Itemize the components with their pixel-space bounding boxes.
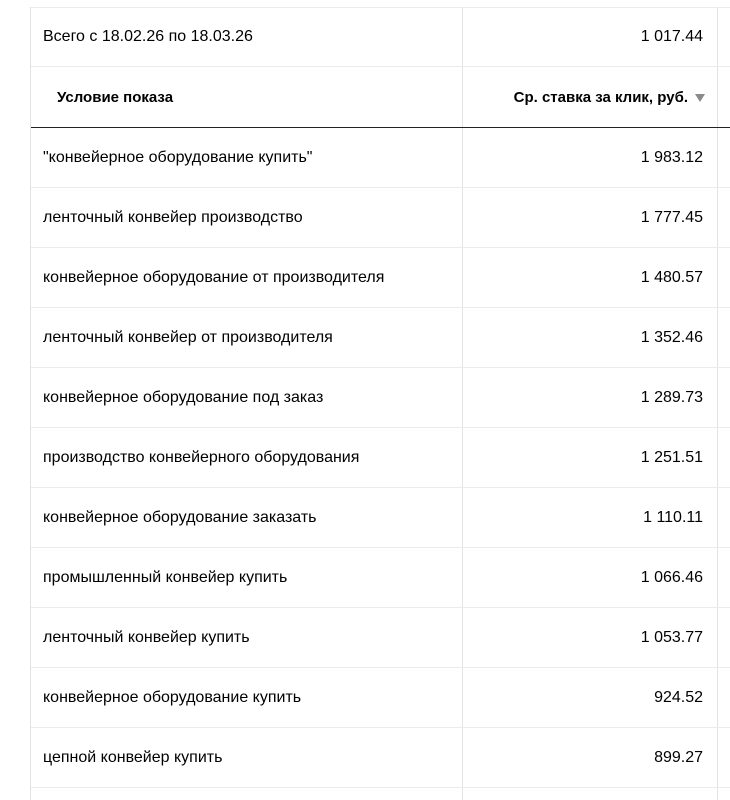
table-row <box>31 248 730 308</box>
avg-bid-cell: 1 983.12 <box>462 128 718 187</box>
avg-bid-cell: 924.52 <box>462 668 718 727</box>
table-row <box>31 368 730 428</box>
condition-cell: "конвейерное оборудование купить" <box>43 148 313 166</box>
table-row <box>31 308 730 368</box>
avg-bid-cell: 1 777.45 <box>462 188 718 247</box>
avg-bid-cell: 1 480.57 <box>462 248 718 307</box>
extra-column-cell <box>718 248 730 307</box>
avg-bid-cell: 1 110.11 <box>462 488 718 547</box>
condition-cell: ленточный конвейер от производителя <box>43 328 333 346</box>
table-row <box>31 728 730 788</box>
table-row <box>31 548 730 608</box>
extra-column-cell <box>718 308 730 367</box>
extra-column-cell <box>718 67 730 127</box>
extra-column-cell <box>718 428 730 487</box>
condition-cell <box>31 788 462 800</box>
extra-column-cell <box>718 188 730 247</box>
extra-column-cell <box>718 488 730 547</box>
table-header <box>31 67 730 128</box>
extra-column-cell <box>718 608 730 667</box>
extra-column-cell <box>718 728 730 787</box>
condition-cell: промышленный конвейер купить <box>43 568 288 586</box>
column-header-condition[interactable]: Условие показа <box>57 88 174 106</box>
total-row <box>31 7 730 67</box>
table-row <box>31 608 730 668</box>
extra-column-cell <box>718 368 730 427</box>
stats-table <box>30 7 730 800</box>
sort-descending-icon[interactable] <box>695 94 705 102</box>
table-row <box>31 128 730 188</box>
extra-column-cell <box>718 668 730 727</box>
condition-cell: конвейерное оборудование под заказ <box>43 388 324 406</box>
table-row <box>31 668 730 728</box>
avg-bid-cell: 1 066.46 <box>462 548 718 607</box>
avg-bid-cell: 899.27 <box>462 728 718 787</box>
total-value: 1 017.44 <box>462 8 718 66</box>
column-header-avg-bid[interactable] <box>462 67 718 127</box>
condition-cell: цепной конвейер купить <box>43 748 223 766</box>
extra-column-cell <box>718 788 730 800</box>
condition-cell: ленточный конвейер производство <box>43 208 303 226</box>
total-label: Всего с 18.02.26 по 18.03.26 <box>43 28 253 45</box>
column-header-avg-bid-label: Ср. ставка за клик, руб. <box>513 88 688 106</box>
table-body <box>31 128 730 800</box>
extra-column-cell <box>718 128 730 187</box>
condition-cell: конвейерное оборудование заказать <box>43 508 317 526</box>
avg-bid-cell: 1 251.51 <box>462 428 718 487</box>
avg-bid-cell: 1 352.46 <box>462 308 718 367</box>
table-row <box>31 188 730 248</box>
avg-bid-cell <box>462 788 718 800</box>
table-row <box>31 788 730 800</box>
condition-cell: ленточный конвейер купить <box>43 628 250 646</box>
extra-column-cell <box>718 548 730 607</box>
table-row <box>31 488 730 548</box>
avg-bid-cell: 1 289.73 <box>462 368 718 427</box>
condition-cell: производство конвейерного оборудования <box>43 448 360 466</box>
condition-cell: конвейерное оборудование купить <box>43 688 302 706</box>
condition-cell: конвейерное оборудование от производителя <box>43 268 385 286</box>
table-row <box>31 428 730 488</box>
extra-column-cell <box>718 8 730 66</box>
avg-bid-cell: 1 053.77 <box>462 608 718 667</box>
